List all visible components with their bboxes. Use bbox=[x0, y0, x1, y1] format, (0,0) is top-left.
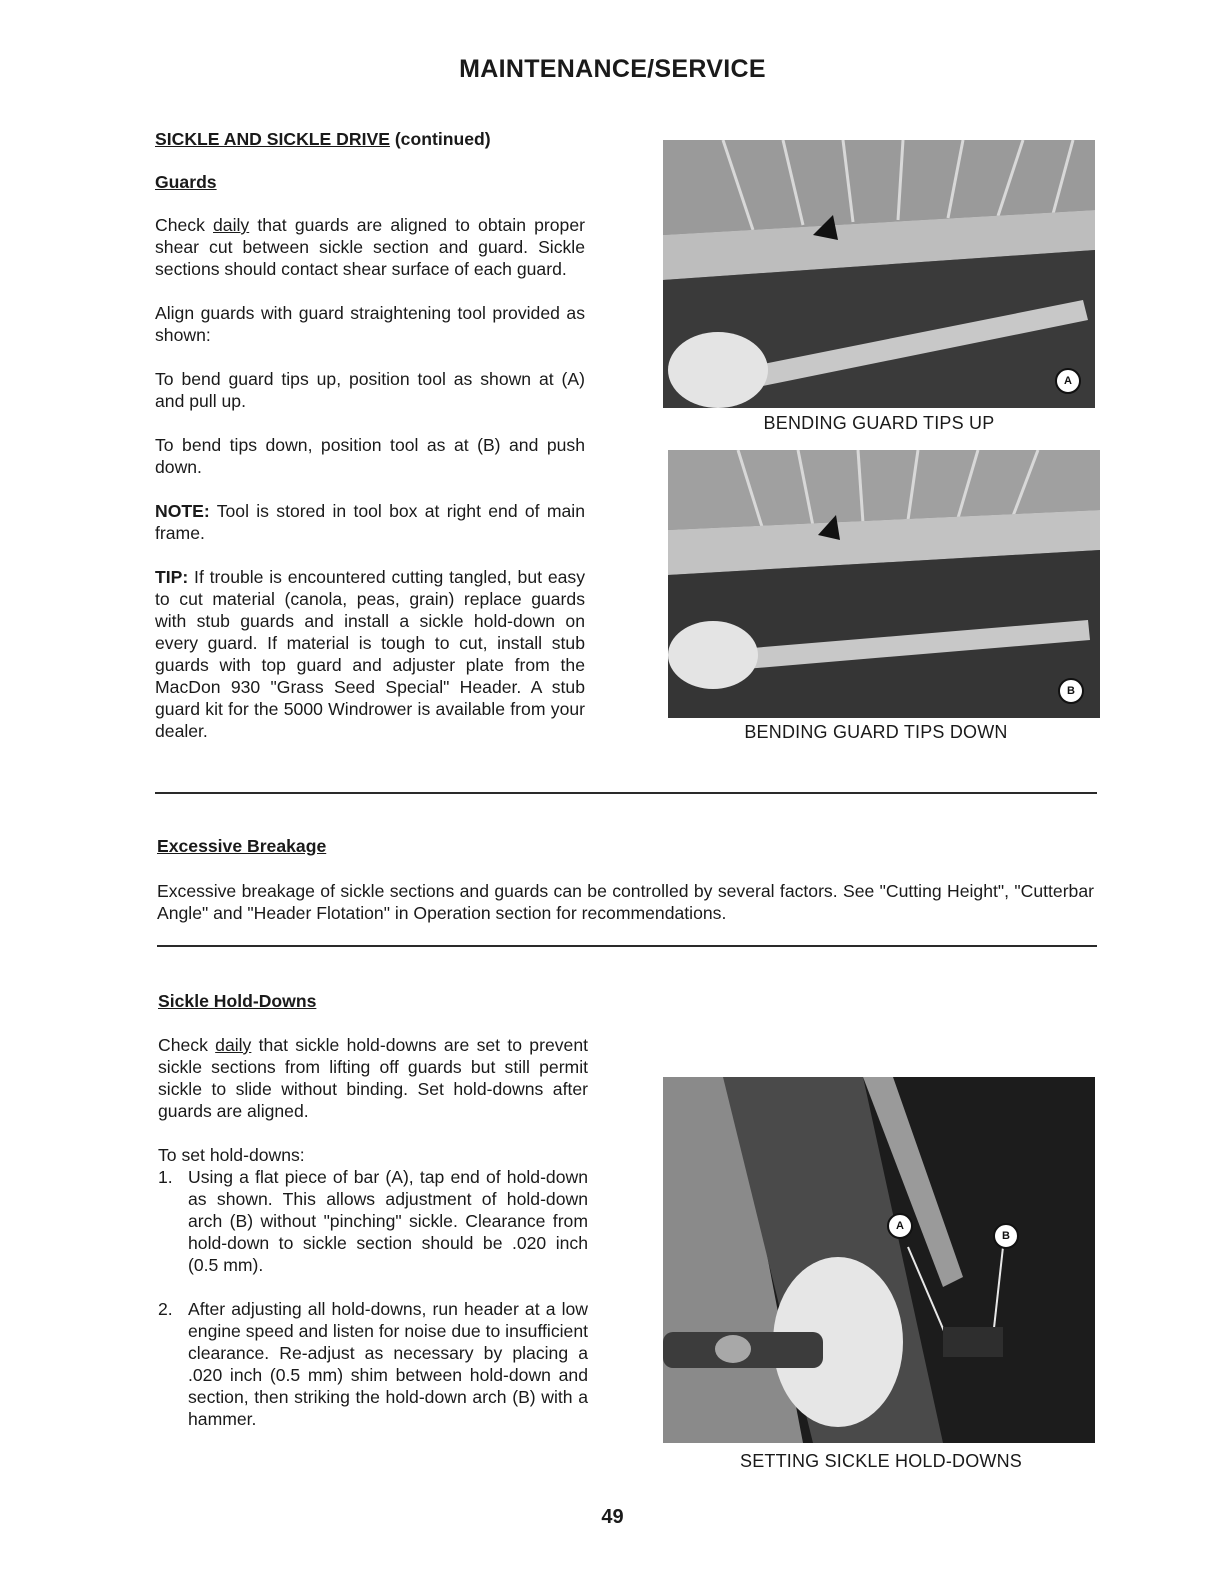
photo-illustration bbox=[663, 1077, 1095, 1443]
tip-text: If trouble is encountered cutting tangled, but easy to cut material (canola, peas, grain) replace guards with stub guards and install a sickle hold-down on every guard. If material is tough to cut, install stub guards with top guard and adjuster plate from the MacDon 930 "Grass Seed Special" Header. A stub guard kit for the 5000 Windrower is available from your dealer. bbox=[155, 567, 585, 741]
photo-illustration bbox=[663, 140, 1095, 408]
heading-excessive-breakage: Excessive Breakage bbox=[157, 836, 327, 856]
list-item bbox=[158, 1298, 588, 1430]
photo-bending-guard-tips-down bbox=[668, 450, 1100, 718]
text-span: that guards are aligned to obtain proper shear cut between sickle section and guard. Sickle sections should contact shear surface of each guard. bbox=[155, 215, 585, 279]
heading-sickle-hold-downs: Sickle Hold-Downs bbox=[158, 991, 317, 1011]
note-paragraph bbox=[155, 500, 585, 544]
emphasis-daily: daily bbox=[215, 1035, 252, 1055]
hold-downs-intro: To set hold-downs: bbox=[158, 1145, 305, 1165]
guards-para-1 bbox=[155, 214, 585, 280]
photo-setting-sickle-hold-downs bbox=[663, 1077, 1095, 1443]
divider bbox=[157, 945, 1097, 947]
step-text: Using a flat piece of bar (A), tap end of hold-down as shown. This allows adjustment of hold-down arch (B) without "pinching" sickle. Clearance from hold-down to sickle section should be .020 inch (0.5 mm). bbox=[188, 1167, 588, 1275]
note-text: Tool is stored in tool box at right end of main frame. bbox=[155, 501, 585, 543]
page-title: MAINTENANCE/SERVICE bbox=[459, 55, 766, 83]
step-number: 2. bbox=[158, 1299, 173, 1319]
excessive-breakage-paragraph: Excessive breakage of sickle sections and guards can be controlled by several factors. See "Cutting Height", "Cutterbar Angle" and "Header Flotation" in Operation section for recommendations. bbox=[157, 881, 1094, 923]
text-span: that sickle hold-downs are set to prevent sickle sections from lifting off guards but still permit sickle to slide without binding. Set hold-downs after guards are aligned. bbox=[158, 1035, 588, 1121]
note-label: NOTE: bbox=[155, 501, 210, 521]
hold-downs-para-1 bbox=[158, 1034, 588, 1122]
section-heading bbox=[155, 128, 585, 150]
tip-label: TIP: bbox=[155, 567, 189, 587]
list-item bbox=[158, 1166, 588, 1276]
emphasis-daily: daily bbox=[213, 215, 250, 235]
section-sickle-hold-downs bbox=[158, 990, 588, 1430]
divider bbox=[155, 792, 1097, 794]
section-heading-main: SICKLE AND SICKLE DRIVE bbox=[155, 129, 390, 149]
photo-illustration bbox=[668, 450, 1100, 718]
guards-para-3: To bend guard tips up, position tool as shown at (A) and pull up. bbox=[155, 369, 585, 411]
callout-b: B bbox=[1058, 678, 1084, 704]
callout-a: A bbox=[1055, 368, 1081, 394]
guards-para-2: Align guards with guard straightening tool provided as shown: bbox=[155, 303, 585, 345]
step-text: After adjusting all hold-downs, run header at a low engine speed and listen for noise due to insufficient clearance. Re-adjust as necessary by placing a .020 inch (0.5 mm) shim between hold-down and section, then striking the hold-down arch (B) with a hammer. bbox=[188, 1299, 588, 1429]
caption-bending-guard-tips-down: BENDING GUARD TIPS DOWN bbox=[744, 722, 1008, 742]
text-span: Check bbox=[158, 1035, 216, 1055]
subheading-guards: Guards bbox=[155, 172, 217, 192]
section-heading-suffix: (continued) bbox=[394, 129, 491, 149]
page-number: 49 bbox=[601, 1506, 624, 1528]
photo-bending-guard-tips-up bbox=[663, 140, 1095, 408]
guards-para-4: To bend tips down, position tool as at (B) and push down. bbox=[155, 435, 585, 477]
caption-bending-guard-tips-up: BENDING GUARD TIPS UP bbox=[763, 413, 995, 433]
text-span: Check bbox=[155, 215, 214, 235]
excessive-breakage-text bbox=[157, 880, 1094, 924]
section-sickle-guards bbox=[155, 128, 585, 742]
tip-paragraph bbox=[155, 566, 585, 742]
hold-downs-steps bbox=[158, 1166, 588, 1430]
callout-a: A bbox=[887, 1213, 913, 1239]
caption-setting-sickle-hold-downs: SETTING SICKLE HOLD-DOWNS bbox=[739, 1451, 1023, 1471]
callout-b: B bbox=[993, 1223, 1019, 1249]
step-number: 1. bbox=[158, 1167, 173, 1187]
